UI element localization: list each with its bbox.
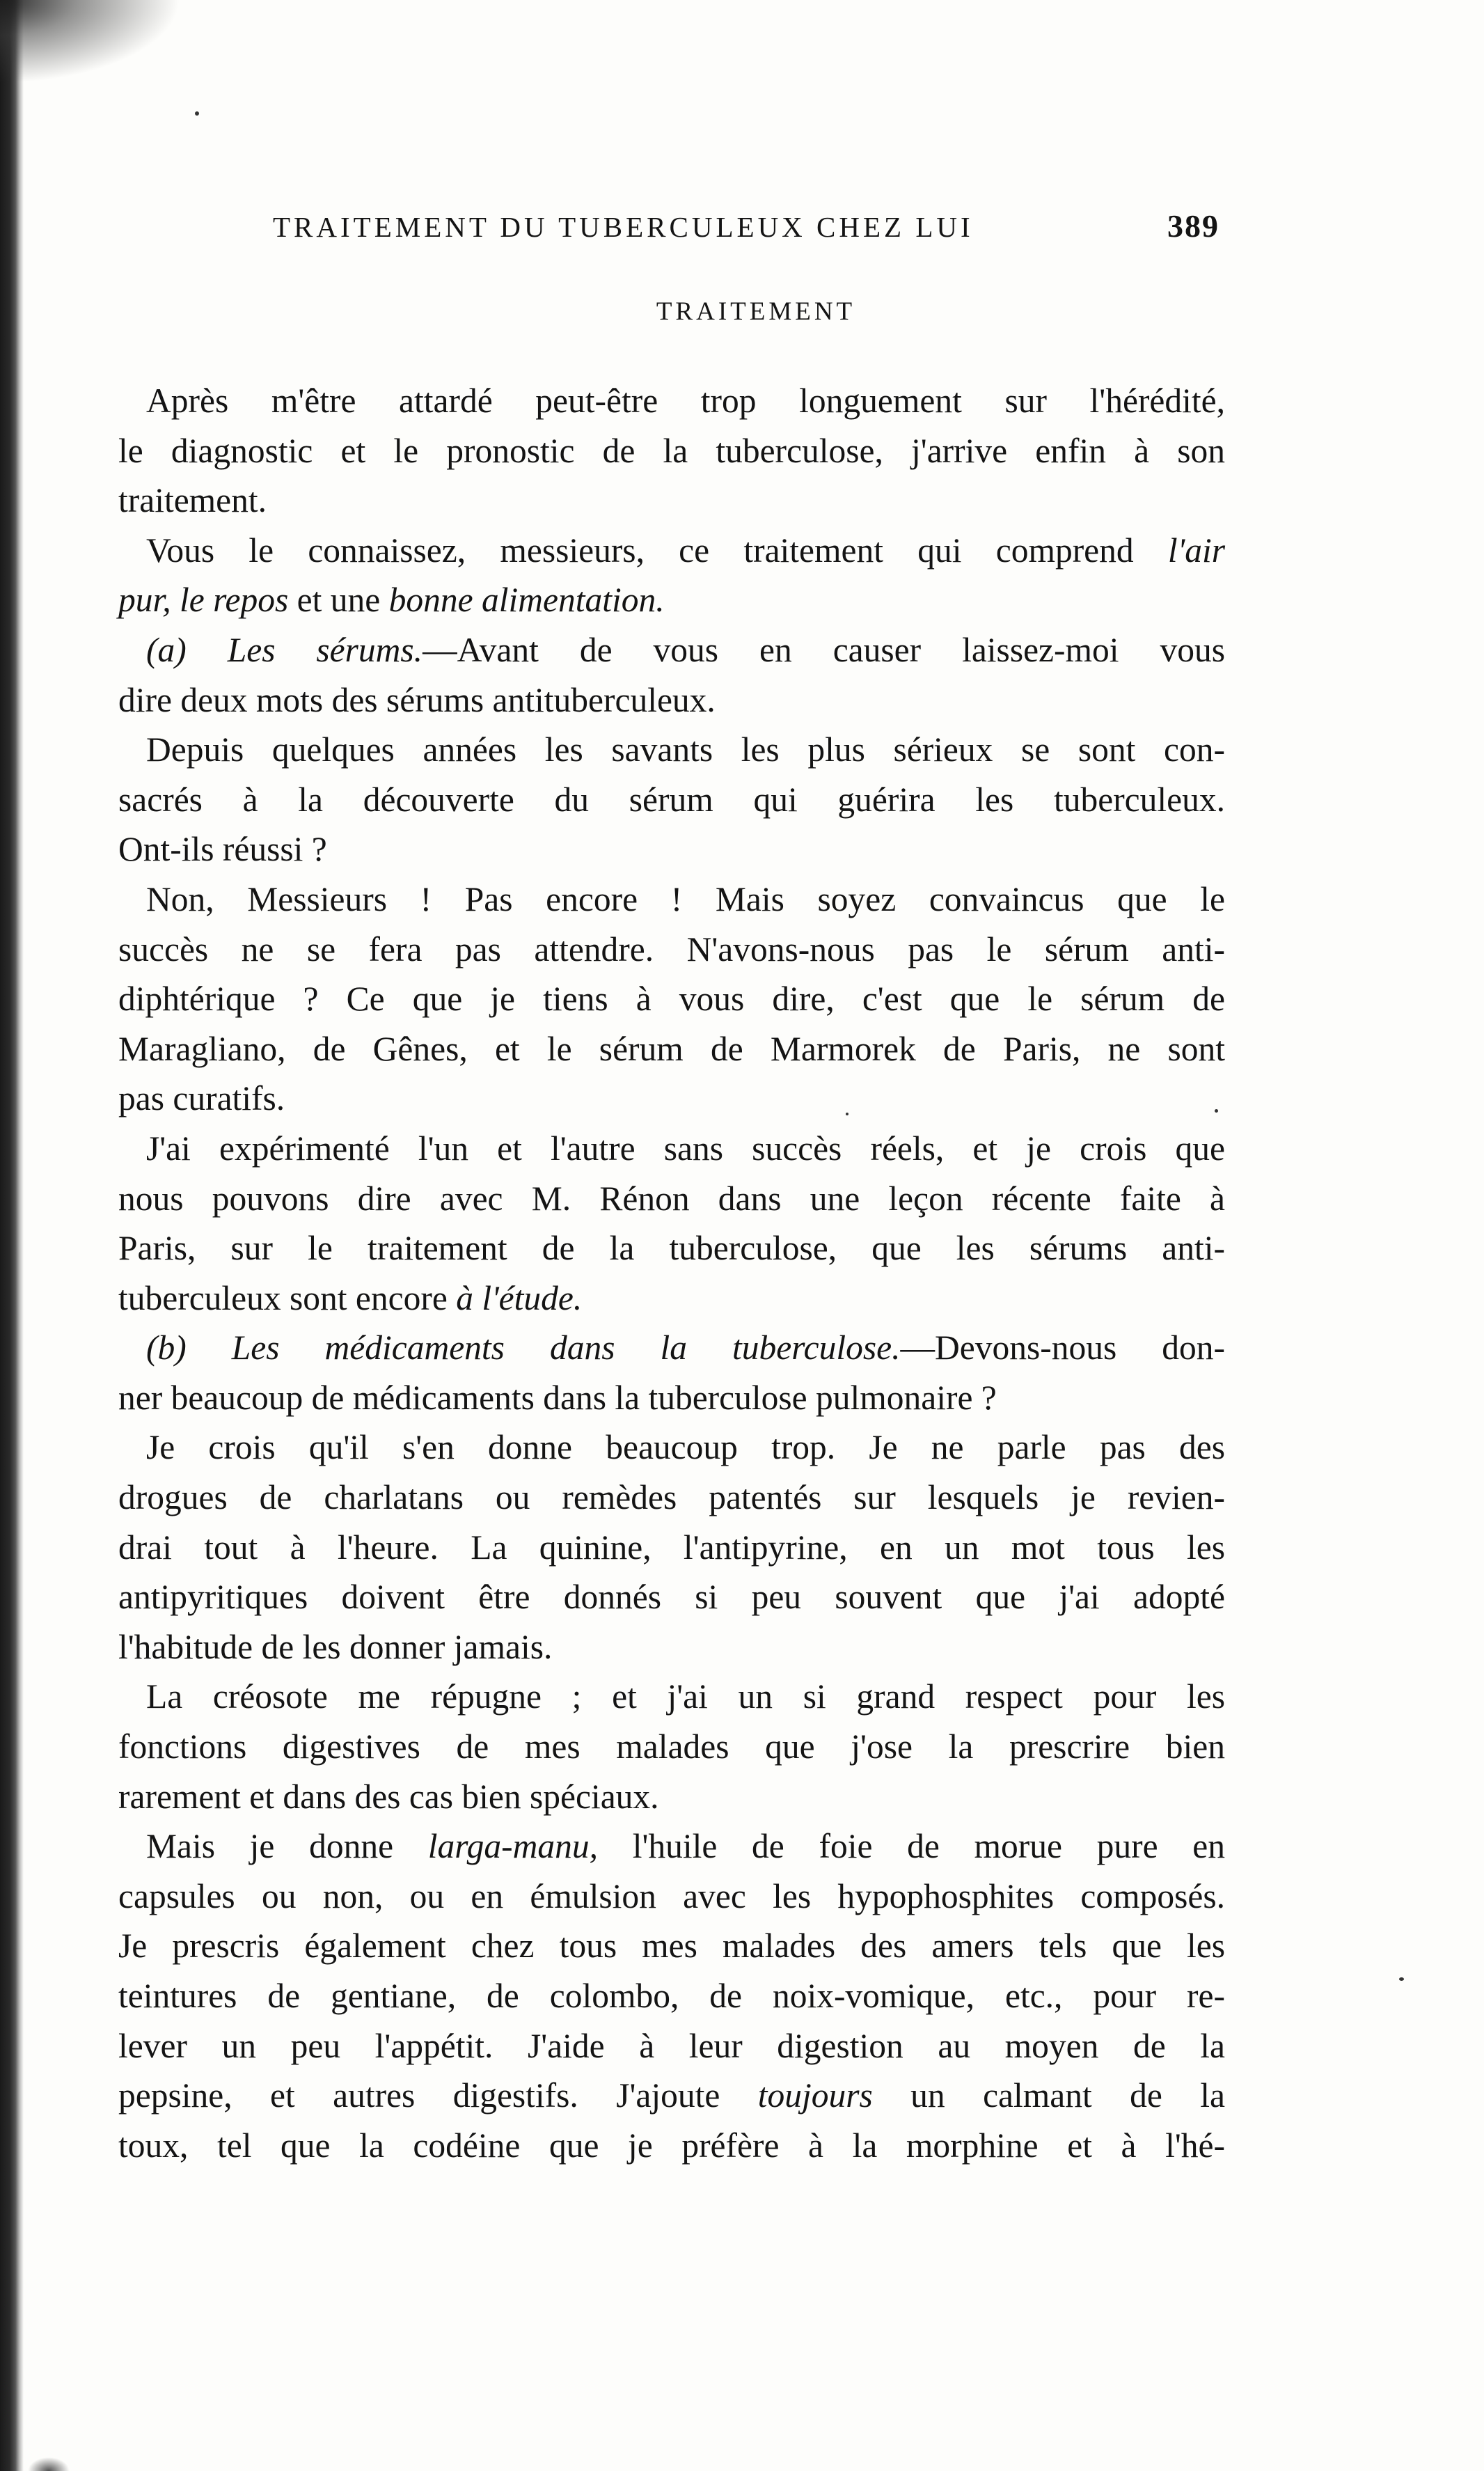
text-segment: drogues de charlatans ou remèdes patentés sur lesquels je revien- bbox=[118, 1478, 1225, 1517]
text-line bbox=[118, 1622, 1225, 1672]
italic-text: toujours bbox=[757, 2076, 873, 2115]
text-segment: Non, Messieurs ! Pas encore ! Mais soyez convaincus que le bbox=[146, 879, 1225, 918]
text-segment: tuberculeux sont encore bbox=[118, 1278, 457, 1317]
text-line bbox=[118, 1971, 1225, 2021]
text-segment: un calmant de la bbox=[872, 2076, 1225, 2115]
text-segment: le diagnostic et le pronostic de la tuberculose, j'arrive enfin à son bbox=[118, 431, 1225, 470]
text-segment: —Devons-nous don- bbox=[900, 1328, 1225, 1367]
text-line bbox=[118, 925, 1225, 975]
text-segment: traitement. bbox=[118, 481, 267, 520]
text-line bbox=[118, 725, 1225, 775]
text-segment: fonctions digestives de mes malades que j'ose la prescrire bien bbox=[118, 1727, 1225, 1766]
italic-text: (a) Les sérums. bbox=[146, 630, 423, 669]
text-line bbox=[118, 476, 1225, 526]
scan-corner-shadow bbox=[0, 0, 181, 84]
text-segment: Je prescris également chez tous mes malades des amers tels que les bbox=[118, 1927, 1225, 1966]
page-number: 389 bbox=[1167, 208, 1219, 244]
text-line bbox=[118, 1074, 1225, 1124]
text-segment: dire deux mots des sérums antituberculeux. bbox=[118, 680, 716, 719]
text-segment: teintures de gentiane, de colombo, de noix-vomique, etc., pour re- bbox=[118, 1977, 1225, 2015]
text-line bbox=[118, 1174, 1225, 1224]
text-segment: et une bbox=[288, 581, 389, 620]
text-line bbox=[118, 974, 1225, 1024]
text-segment: antipyritiques doivent être donnés si peu souvent que j'ai adopté bbox=[118, 1578, 1225, 1617]
text-line bbox=[118, 1373, 1225, 1423]
text-line bbox=[118, 1523, 1225, 1573]
text-segment: capsules ou non, ou en émulsion avec les hypophosphites composés. bbox=[118, 1876, 1225, 1915]
text-line bbox=[118, 1273, 1225, 1324]
text-segment: diphtérique ? Ce que je tiens à vous dire, c'est que le sérum de bbox=[118, 980, 1225, 1019]
text-segment: lever un peu l'appétit. J'aide à leur digestion au moyen de la bbox=[118, 2026, 1225, 2065]
text-line bbox=[118, 1722, 1225, 1772]
text-line bbox=[118, 1772, 1225, 1822]
text-segment: l'habitude de les donner jamais. bbox=[118, 1627, 553, 1666]
italic-text: bonne alimentation. bbox=[388, 581, 665, 620]
scan-speck bbox=[195, 111, 199, 116]
scan-bottom-mark bbox=[28, 2457, 70, 2471]
scan-speck bbox=[1399, 1977, 1404, 1981]
text-segment: toux, tel que la codéine que je préfère à la morphine et à l'hé- bbox=[118, 2126, 1225, 2165]
text-line bbox=[118, 1024, 1225, 1074]
text-line bbox=[118, 775, 1225, 825]
text-line bbox=[118, 1323, 1225, 1373]
text-line bbox=[118, 526, 1225, 576]
italic-text: pur, le repos bbox=[118, 581, 289, 620]
text-line bbox=[118, 1124, 1225, 1174]
text-segment: Après m'être attardé peut-être trop longuement sur l'hérédité, bbox=[146, 382, 1225, 420]
page-binding-shadow bbox=[0, 0, 24, 2471]
text-line bbox=[118, 2021, 1225, 2071]
text-line bbox=[118, 1821, 1225, 1872]
text-segment: Ont-ils réussi ? bbox=[118, 830, 327, 869]
text-segment: l'huile de foie de morue pure en bbox=[598, 1827, 1225, 1866]
text-segment: rarement et dans des cas bien spéciaux. bbox=[118, 1777, 659, 1816]
text-line bbox=[118, 2121, 1225, 2171]
text-line bbox=[118, 824, 1225, 874]
body-text bbox=[118, 376, 1225, 2170]
section-heading: TRAITEMENT bbox=[656, 297, 856, 326]
text-line bbox=[118, 426, 1225, 476]
running-title: TRAITEMENT DU TUBERCULEUX CHEZ LUI bbox=[273, 211, 974, 243]
text-segment: sacrés à la découverte du sérum qui guérira les tuberculeux. bbox=[118, 780, 1225, 819]
text-segment: Je crois qu'il s'en donne beaucoup trop. Je ne parle pas des bbox=[146, 1428, 1225, 1467]
text-line bbox=[118, 1422, 1225, 1473]
text-segment: Depuis quelques années les savants les plus sérieux se sont con- bbox=[146, 730, 1225, 769]
text-segment: ner beaucoup de médicaments dans la tuberculose pulmonaire ? bbox=[118, 1378, 997, 1417]
text-line bbox=[118, 675, 1225, 725]
text-line bbox=[118, 575, 1225, 625]
text-segment: nous pouvons dire avec M. Rénon dans une leçon récente faite à bbox=[118, 1179, 1225, 1218]
text-line bbox=[118, 1572, 1225, 1622]
text-line bbox=[118, 1473, 1225, 1523]
text-segment: Vous le connaissez, messieurs, ce traitement qui comprend bbox=[146, 531, 1168, 570]
text-line bbox=[118, 376, 1225, 426]
text-line bbox=[118, 1921, 1225, 1971]
text-segment: Paris, sur le traitement de la tuberculose, que les sérums anti- bbox=[118, 1229, 1225, 1268]
italic-text: larga-manu, bbox=[427, 1827, 599, 1866]
text-segment: succès ne se fera pas attendre. N'avons-nous pas le sérum anti- bbox=[118, 929, 1225, 968]
text-segment: Mais je donne bbox=[146, 1827, 428, 1866]
running-head bbox=[273, 210, 1233, 252]
text-line bbox=[118, 1223, 1225, 1273]
italic-text: l'air bbox=[1167, 531, 1225, 570]
text-segment: pepsine, et autres digestifs. J'ajoute bbox=[118, 2076, 758, 2115]
text-segment: pas curatifs. bbox=[118, 1079, 285, 1118]
text-line bbox=[118, 1872, 1225, 1922]
text-segment: drai tout à l'heure. La quinine, l'antipyrine, en un mot tous les bbox=[118, 1528, 1225, 1567]
text-segment: J'ai expérimenté l'un et l'autre sans succès réels, et je crois que bbox=[146, 1129, 1225, 1168]
text-line bbox=[118, 2071, 1225, 2121]
italic-text: à l'étude. bbox=[456, 1278, 583, 1317]
text-segment: La créosote me répugne ; et j'ai un si grand respect pour les bbox=[146, 1677, 1225, 1716]
text-line bbox=[118, 625, 1225, 675]
italic-text: (b) Les médicaments dans la tuberculose. bbox=[146, 1328, 901, 1367]
text-segment: Maragliano, de Gênes, et le sérum de Marmorek de Paris, ne sont bbox=[118, 1029, 1225, 1068]
text-line bbox=[118, 1672, 1225, 1722]
text-segment: —Avant de vous en causer laissez-moi vous bbox=[423, 630, 1225, 669]
text-line bbox=[118, 874, 1225, 925]
